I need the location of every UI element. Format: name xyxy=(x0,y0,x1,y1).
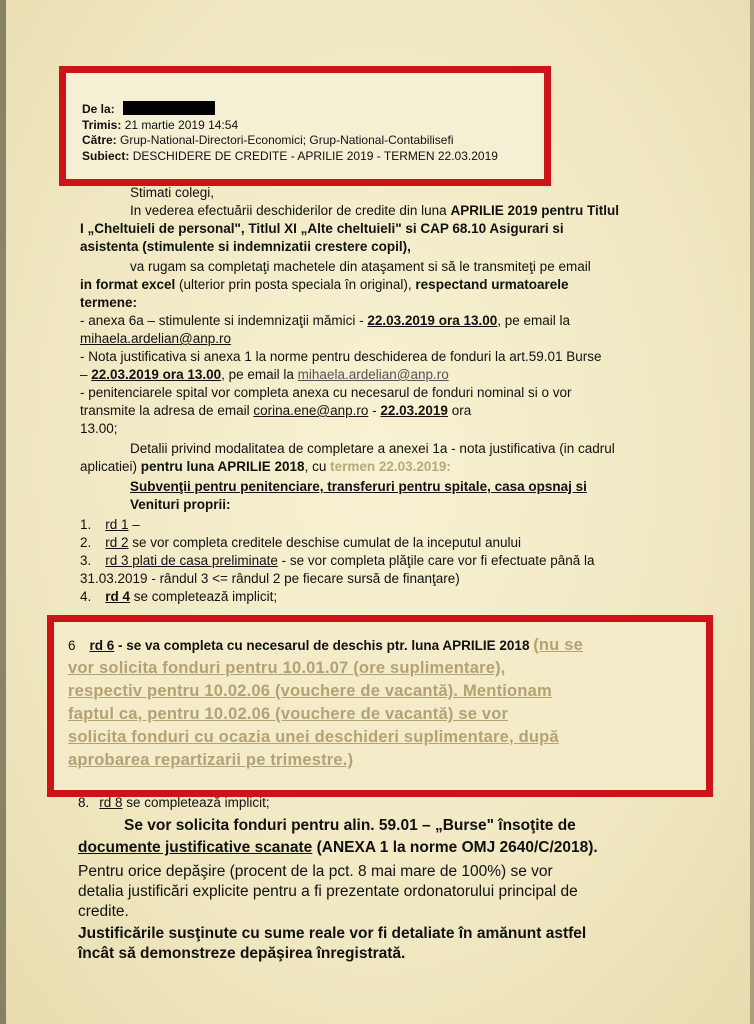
rd6-line5: solicita fonduri cu ocazia unei deschideri suplimentare, după xyxy=(68,728,559,746)
para7-line2: încât să demonstreze depăşirea înregistrată. xyxy=(78,945,406,962)
para2-line3: termene: xyxy=(80,295,138,310)
deadline-item-2: - Nota justificativa si anexa 1 la norme pentru deschiderea de fonduri la art.59.01 Burse xyxy=(80,349,602,364)
scan-edge-left xyxy=(0,0,6,1024)
deadline-item-3: - penitenciarele spital vor completa anexa cu necesarul de fonduri nominal si o vor xyxy=(80,385,572,400)
deadline-item-3-end: 13.00; xyxy=(80,421,118,436)
rd8-row: 8. rd 8 se completează implicit; xyxy=(78,795,270,810)
rd6-line6: aprobarea repartizarii pe trimestre.) xyxy=(68,751,354,769)
subject-label: Subiect: xyxy=(82,148,130,163)
greeting: Stimati colegi, xyxy=(130,185,215,200)
para6-line3: credite. xyxy=(78,903,129,920)
email-header xyxy=(82,101,498,164)
email-header-highlight xyxy=(59,66,551,186)
scan-edge-right xyxy=(750,0,754,1024)
subject-row xyxy=(82,149,498,165)
sent-label: Trimis: xyxy=(82,117,122,132)
email-link-ardelian-2[interactable]: mihaela.ardelian@anp.ro xyxy=(297,367,449,382)
from-label: De la: xyxy=(82,102,115,116)
sent-row xyxy=(82,118,498,134)
rd6-line3: respectiv pentru 10.02.06 (vouchere de vacantă). Mentionam xyxy=(68,682,552,700)
rd6-text xyxy=(68,634,696,772)
para2-line1: va rugam sa completaţi machetele din ataşament si să le transmiteţi pe email xyxy=(130,259,591,274)
para3-line2: aplicatiei) pentru luna APRILIE 2018, cu termen 22.03.2019: xyxy=(80,459,451,474)
redacted-sender xyxy=(123,101,215,115)
rd6-line4: faptul ca, pentru 10.02.06 (vouchere de vacantă) se vor xyxy=(68,705,509,723)
para7-line1: Justificările susţinute cu sume reale vor fi detaliate în amănunt astfel xyxy=(78,925,587,942)
deadline-item-3-cont: transmite la adresa de email corina.ene@anp.ro - 22.03.2019 ora xyxy=(80,403,472,418)
email-link-ene[interactable]: corina.ene@anp.ro xyxy=(253,403,369,418)
subject-value: DESCHIDERE DE CREDITE - APRILIE 2019 - TERMEN 22.03.2019 xyxy=(132,148,498,163)
para2-line2: in format excel (ulterior prin posta speciala în original), respectand urmatoarele xyxy=(80,277,569,292)
para6-line2: detalia justificări explicite pentru a fi prezentate ordonatorului principal de xyxy=(78,883,578,900)
deadline-item-1: - anexa 6a – stimulente si indemnizaţii mămici - 22.03.2019 ora 13.00, pe email la xyxy=(80,313,571,328)
para1-line1: In vederea efectuării deschiderilor de credite din luna APRILIE 2019 pentru Titlul xyxy=(130,203,619,218)
rd3-row-cont: 31.03.2019 - rândul 3 <= rândul 2 pe fiecare sursă de finanţare) xyxy=(80,571,460,586)
to-label: Către: xyxy=(82,133,117,147)
para6-line1: Pentru orice depăşire (procent de la pct. 8 mai mare de 100%) se vor xyxy=(78,863,553,880)
para1-line2: I „Cheltuieli de personal", Titlul XI „Alte cheltuieli" si CAP 68.10 Asigurari si xyxy=(80,221,564,236)
rd2-row: 2. rd 2 se vor completa creditele deschise cumulat de la inceputul anului xyxy=(80,535,522,550)
deadline-item-2-cont: – 22.03.2019 ora 13.00, pe email la mihaela.ardelian@anp.ro xyxy=(80,367,449,382)
rd4-row: 4. rd 4 se completează implicit; xyxy=(80,589,278,604)
section-heading-line2: Venituri proprii: xyxy=(130,497,231,512)
rd1-row: 1. rd 1 – xyxy=(80,517,140,532)
para1-line3: asistenta (stimulente si indemnizatii crestere copil), xyxy=(80,239,411,254)
para5-line2: documente justificative scanate (ANEXA 1 la norme OMJ 2640/C/2018). xyxy=(78,839,598,856)
to-value: Grup-National-Directori-Economici; Grup-National-Contabilisefi xyxy=(120,133,454,147)
rd3-row: 3. rd 3 plati de casa preliminate - se vor completa plăţile care vor fi efectuate până la xyxy=(80,553,595,568)
para3-line1: Detalii privind modalitatea de completare a anexei 1a - nota justificativa (in cadrul xyxy=(130,441,615,456)
section-heading-line1: Subvenţii pentru penitenciare, transferuri pentru spitale, casa opsnaj si xyxy=(130,479,587,494)
to-row xyxy=(82,133,498,149)
email-link-ardelian[interactable]: mihaela.ardelian@anp.ro xyxy=(80,331,232,346)
sent-value: 21 martie 2019 14:54 xyxy=(124,117,239,132)
rd6-line2: vor solicita fonduri pentru 10.01.07 (ore suplimentare), xyxy=(68,659,506,677)
from-row xyxy=(82,101,498,118)
rd6-line1: 6 rd 6 - se va completa cu necesarul de deschis ptr. luna APRILIE 2018 (nu se xyxy=(68,636,583,654)
para5-line1: Se vor solicita fonduri pentru alin. 59.01 – „Burse" însoţite de xyxy=(124,817,576,834)
rd6-highlight xyxy=(47,615,713,797)
